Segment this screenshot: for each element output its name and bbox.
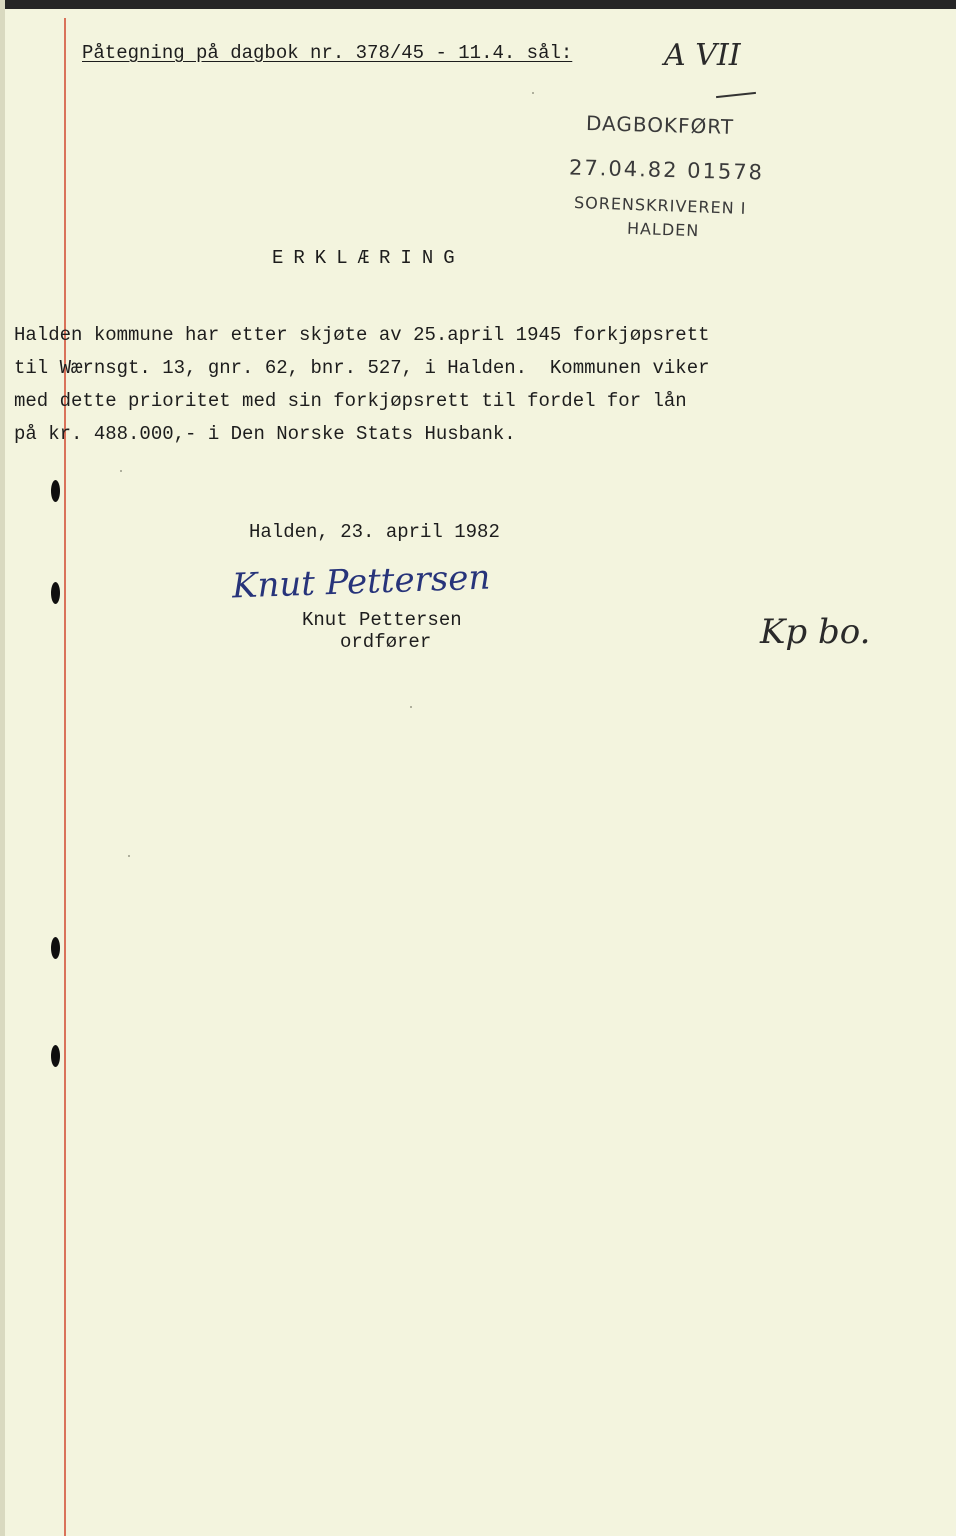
body-line: med dette prioritet med sin forkjøpsrett til fordel for lån [14, 390, 687, 412]
handwritten-signature: Knut Pettersen [231, 557, 491, 607]
signer-title: ordfører [340, 631, 432, 653]
endorsement-header: Påtegning på dagbok nr. 378/45 - 11.4. sål: [82, 42, 573, 64]
registration-stamp-office: SORENSKRIVEREN I [573, 192, 747, 219]
scan-left-edge [0, 0, 5, 1536]
document-title: ERKLÆRING [272, 247, 465, 269]
punch-hole [51, 1045, 60, 1067]
punch-hole [51, 937, 60, 959]
handwritten-reference: A VII [664, 38, 741, 73]
scan-speck [120, 470, 122, 472]
registration-stamp-number: 27.04.82 01578 [568, 155, 765, 185]
signer-name: Knut Pettersen [302, 609, 462, 631]
registration-stamp-place: HALDEN [626, 218, 700, 241]
body-line: på kr. 488.000,- i Den Norske Stats Husbank. [14, 423, 516, 445]
place-and-date: Halden, 23. april 1982 [249, 521, 500, 543]
scan-speck [128, 855, 130, 857]
handwritten-margin-note: Kp bo. [760, 612, 871, 652]
registration-stamp-label: DAGBOKFØRT [585, 111, 735, 139]
scan-top-edge [0, 0, 956, 9]
margin-line [64, 18, 66, 1536]
punch-hole [51, 480, 60, 502]
scan-speck [532, 92, 534, 94]
body-line: Halden kommune har etter skjøte av 25.april 1945 forkjøpsrett [14, 324, 710, 346]
body-line: til Wærnsgt. 13, gnr. 62, bnr. 527, i Halden. Kommunen viker [14, 357, 710, 379]
scan-speck [410, 706, 412, 708]
punch-hole [51, 582, 60, 604]
handwritten-underline [716, 92, 756, 98]
